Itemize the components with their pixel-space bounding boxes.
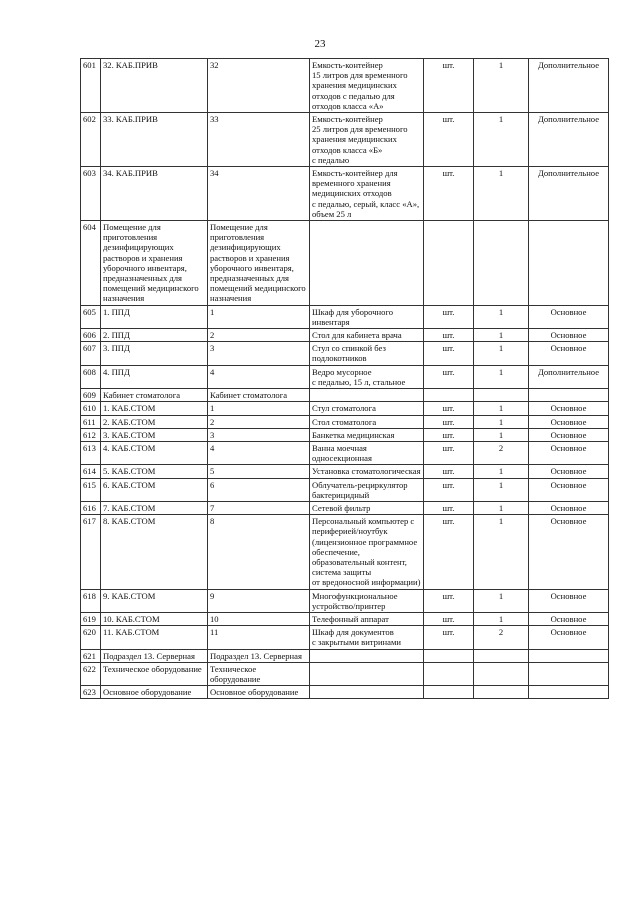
item-code-cell: 9. КАБ.СТОМ bbox=[101, 589, 208, 612]
equipment-type-cell: Основное bbox=[529, 612, 609, 625]
equipment-name-cell bbox=[310, 662, 424, 685]
quantity-cell: 1 bbox=[474, 365, 529, 388]
equipment-type-cell: Основное bbox=[529, 501, 609, 514]
item-code-cell: 2. КАБ.СТОМ bbox=[101, 415, 208, 428]
quantity-cell: 1 bbox=[474, 612, 529, 625]
equipment-table bbox=[80, 58, 609, 699]
room-ref-cell: 3 bbox=[208, 342, 310, 365]
row-number-cell: 623 bbox=[81, 686, 101, 699]
row-number-cell: 620 bbox=[81, 626, 101, 649]
quantity-cell: 1 bbox=[474, 167, 529, 221]
table-row bbox=[81, 465, 609, 478]
row-number-cell: 618 bbox=[81, 589, 101, 612]
page-number: 23 bbox=[314, 38, 326, 50]
equipment-type-cell bbox=[529, 649, 609, 662]
room-ref-cell: 5 bbox=[208, 465, 310, 478]
equipment-name-cell: Ведро мусорное с педалью, 15 л, стальное bbox=[310, 365, 424, 388]
room-ref-cell: Основное оборудование bbox=[208, 686, 310, 699]
unit-cell: шт. bbox=[424, 59, 474, 113]
table-row bbox=[81, 501, 609, 514]
quantity-cell: 1 bbox=[474, 329, 529, 342]
item-code-cell: Основное оборудование bbox=[101, 686, 208, 699]
table-row bbox=[81, 305, 609, 328]
table-row bbox=[81, 329, 609, 342]
item-code-cell: 3. КАБ.СТОМ bbox=[101, 428, 208, 441]
table-row bbox=[81, 59, 609, 113]
equipment-type-cell: Основное bbox=[529, 589, 609, 612]
quantity-cell: 1 bbox=[474, 415, 529, 428]
equipment-type-cell: Основное bbox=[529, 441, 609, 464]
equipment-type-cell: Дополнительное bbox=[529, 167, 609, 221]
equipment-name-cell: Ванна моечная односекционная bbox=[310, 441, 424, 464]
room-ref-cell: 2 bbox=[208, 329, 310, 342]
table-row bbox=[81, 612, 609, 625]
equipment-type-cell bbox=[529, 221, 609, 306]
room-ref-cell: 1 bbox=[208, 402, 310, 415]
row-number-cell: 622 bbox=[81, 662, 101, 685]
quantity-cell: 1 bbox=[474, 515, 529, 589]
table-row bbox=[81, 589, 609, 612]
room-ref-cell: Подраздел 13. Серверная bbox=[208, 649, 310, 662]
equipment-type-cell: Дополнительное bbox=[529, 59, 609, 113]
unit-cell bbox=[424, 686, 474, 699]
row-number-cell: 611 bbox=[81, 415, 101, 428]
row-number-cell: 601 bbox=[81, 59, 101, 113]
table-row bbox=[81, 113, 609, 167]
unit-cell: шт. bbox=[424, 428, 474, 441]
quantity-cell: 1 bbox=[474, 342, 529, 365]
table-row bbox=[81, 167, 609, 221]
unit-cell bbox=[424, 389, 474, 402]
equipment-type-cell: Основное bbox=[529, 515, 609, 589]
unit-cell: шт. bbox=[424, 365, 474, 388]
quantity-cell: 1 bbox=[474, 402, 529, 415]
room-ref-cell: 4 bbox=[208, 441, 310, 464]
item-code-cell: 11. КАБ.СТОМ bbox=[101, 626, 208, 649]
item-code-cell: 1. КАБ.СТОМ bbox=[101, 402, 208, 415]
equipment-type-cell bbox=[529, 686, 609, 699]
row-number-cell: 615 bbox=[81, 478, 101, 501]
row-number-cell: 605 bbox=[81, 305, 101, 328]
room-ref-cell: Кабинет стоматолога bbox=[208, 389, 310, 402]
room-ref-cell: 33 bbox=[208, 113, 310, 167]
row-number-cell: 613 bbox=[81, 441, 101, 464]
equipment-type-cell: Основное bbox=[529, 415, 609, 428]
quantity-cell bbox=[474, 389, 529, 402]
equipment-name-cell: Банкетка медицинская bbox=[310, 428, 424, 441]
item-code-cell: 33. КАБ.ПРИВ bbox=[101, 113, 208, 167]
equipment-name-cell: Стол для кабинета врача bbox=[310, 329, 424, 342]
equipment-name-cell bbox=[310, 389, 424, 402]
equipment-name-cell bbox=[310, 221, 424, 306]
unit-cell: шт. bbox=[424, 465, 474, 478]
row-number-cell: 607 bbox=[81, 342, 101, 365]
item-code-cell: 7. КАБ.СТОМ bbox=[101, 501, 208, 514]
quantity-cell: 1 bbox=[474, 501, 529, 514]
item-code-cell: 4. КАБ.СТОМ bbox=[101, 441, 208, 464]
equipment-name-cell: Шкаф для документов с закрытыми витринами bbox=[310, 626, 424, 649]
table-row bbox=[81, 515, 609, 589]
table-row bbox=[81, 662, 609, 685]
equipment-type-cell: Основное bbox=[529, 478, 609, 501]
equipment-name-cell: Емкость-контейнер 25 литров для временного хранения медицинских отходов класса «Б» с педалью bbox=[310, 113, 424, 167]
unit-cell: шт. bbox=[424, 305, 474, 328]
room-ref-cell: 6 bbox=[208, 478, 310, 501]
item-code-cell: 32. КАБ.ПРИВ bbox=[101, 59, 208, 113]
table-row bbox=[81, 221, 609, 306]
equipment-name-cell bbox=[310, 649, 424, 662]
room-ref-cell: 3 bbox=[208, 428, 310, 441]
unit-cell: шт. bbox=[424, 441, 474, 464]
equipment-name-cell: Телефонный аппарат bbox=[310, 612, 424, 625]
equipment-name-cell: Установка стоматологическая bbox=[310, 465, 424, 478]
row-number-cell: 619 bbox=[81, 612, 101, 625]
item-code-cell: 8. КАБ.СТОМ bbox=[101, 515, 208, 589]
equipment-name-cell bbox=[310, 686, 424, 699]
unit-cell: шт. bbox=[424, 113, 474, 167]
room-ref-cell: 9 bbox=[208, 589, 310, 612]
quantity-cell bbox=[474, 662, 529, 685]
quantity-cell: 1 bbox=[474, 113, 529, 167]
table-row bbox=[81, 428, 609, 441]
item-code-cell: 1. ППД bbox=[101, 305, 208, 328]
table-row bbox=[81, 342, 609, 365]
item-code-cell: 34. КАБ.ПРИВ bbox=[101, 167, 208, 221]
table-row bbox=[81, 649, 609, 662]
unit-cell: шт. bbox=[424, 589, 474, 612]
equipment-name-cell: Стол стоматолога bbox=[310, 415, 424, 428]
equipment-type-cell: Основное bbox=[529, 402, 609, 415]
row-number-cell: 609 bbox=[81, 389, 101, 402]
row-number-cell: 602 bbox=[81, 113, 101, 167]
room-ref-cell: 11 bbox=[208, 626, 310, 649]
equipment-type-cell: Дополнительное bbox=[529, 365, 609, 388]
unit-cell: шт. bbox=[424, 402, 474, 415]
equipment-name-cell: Емкость-контейнер для временного хранения медицинских отходов с педалью, серый, класс «А», объем 25 л bbox=[310, 167, 424, 221]
table-row bbox=[81, 441, 609, 464]
item-code-cell: Техническое оборудование bbox=[101, 662, 208, 685]
quantity-cell: 1 bbox=[474, 305, 529, 328]
unit-cell bbox=[424, 649, 474, 662]
unit-cell: шт. bbox=[424, 329, 474, 342]
equipment-name-cell: Шкаф для уборочного инвентаря bbox=[310, 305, 424, 328]
row-number-cell: 606 bbox=[81, 329, 101, 342]
equipment-type-cell: Основное bbox=[529, 626, 609, 649]
quantity-cell: 2 bbox=[474, 441, 529, 464]
equipment-type-cell: Дополнительное bbox=[529, 113, 609, 167]
quantity-cell bbox=[474, 649, 529, 662]
table-row bbox=[81, 415, 609, 428]
equipment-name-cell: Стул со спинкой без подлокотников bbox=[310, 342, 424, 365]
room-ref-cell: 4 bbox=[208, 365, 310, 388]
unit-cell: шт. bbox=[424, 342, 474, 365]
room-ref-cell: 32 bbox=[208, 59, 310, 113]
quantity-cell: 1 bbox=[474, 478, 529, 501]
unit-cell: шт. bbox=[424, 478, 474, 501]
item-code-cell: Кабинет стоматолога bbox=[101, 389, 208, 402]
item-code-cell: 6. КАБ.СТОМ bbox=[101, 478, 208, 501]
item-code-cell: 5. КАБ.СТОМ bbox=[101, 465, 208, 478]
quantity-cell bbox=[474, 221, 529, 306]
equipment-name-cell: Сетевой фильтр bbox=[310, 501, 424, 514]
table-row bbox=[81, 478, 609, 501]
unit-cell bbox=[424, 662, 474, 685]
row-number-cell: 612 bbox=[81, 428, 101, 441]
unit-cell: шт. bbox=[424, 501, 474, 514]
item-code-cell: 3. ППД bbox=[101, 342, 208, 365]
quantity-cell: 1 bbox=[474, 428, 529, 441]
item-code-cell: 4. ППД bbox=[101, 365, 208, 388]
equipment-type-cell: Основное bbox=[529, 428, 609, 441]
quantity-cell: 2 bbox=[474, 626, 529, 649]
equipment-type-cell bbox=[529, 662, 609, 685]
unit-cell bbox=[424, 221, 474, 306]
room-ref-cell: 1 bbox=[208, 305, 310, 328]
room-ref-cell: 34 bbox=[208, 167, 310, 221]
quantity-cell: 1 bbox=[474, 589, 529, 612]
equipment-name-cell: Многофункциональное устройство/принтер bbox=[310, 589, 424, 612]
room-ref-cell: 2 bbox=[208, 415, 310, 428]
equipment-name-cell: Персональный компьютер с периферией/ноутбук (лицензионное программное обеспечение, образовательный контент, система защиты от вредоносной информации) bbox=[310, 515, 424, 589]
row-number-cell: 614 bbox=[81, 465, 101, 478]
equipment-type-cell: Основное bbox=[529, 329, 609, 342]
row-number-cell: 616 bbox=[81, 501, 101, 514]
row-number-cell: 604 bbox=[81, 221, 101, 306]
item-code-cell: Подраздел 13. Серверная bbox=[101, 649, 208, 662]
equipment-name-cell: Облучатель-рециркулятор бактерицидный bbox=[310, 478, 424, 501]
item-code-cell: Помещение для приготовления дезинфицирующих растворов и хранения уборочного инвентаря, предназначенных для помещений медицинского назначения bbox=[101, 221, 208, 306]
room-ref-cell: Техническое оборудование bbox=[208, 662, 310, 685]
room-ref-cell: 10 bbox=[208, 612, 310, 625]
row-number-cell: 621 bbox=[81, 649, 101, 662]
table-row bbox=[81, 402, 609, 415]
room-ref-cell: Помещение для приготовления дезинфицирующих растворов и хранения уборочного инвентаря, предназначенных для помещений медицинского назначения bbox=[208, 221, 310, 306]
equipment-type-cell: Основное bbox=[529, 465, 609, 478]
row-number-cell: 603 bbox=[81, 167, 101, 221]
item-code-cell: 10. КАБ.СТОМ bbox=[101, 612, 208, 625]
equipment-type-cell: Основное bbox=[529, 342, 609, 365]
row-number-cell: 610 bbox=[81, 402, 101, 415]
unit-cell: шт. bbox=[424, 167, 474, 221]
quantity-cell: 1 bbox=[474, 59, 529, 113]
equipment-name-cell: Емкость-контейнер 15 литров для временного хранения медицинских отходов с педалью для отходов класса «А» bbox=[310, 59, 424, 113]
table-row bbox=[81, 389, 609, 402]
table-row bbox=[81, 686, 609, 699]
equipment-type-cell bbox=[529, 389, 609, 402]
row-number-cell: 608 bbox=[81, 365, 101, 388]
room-ref-cell: 8 bbox=[208, 515, 310, 589]
unit-cell: шт. bbox=[424, 415, 474, 428]
table-row bbox=[81, 626, 609, 649]
quantity-cell bbox=[474, 686, 529, 699]
row-number-cell: 617 bbox=[81, 515, 101, 589]
equipment-type-cell: Основное bbox=[529, 305, 609, 328]
quantity-cell: 1 bbox=[474, 465, 529, 478]
unit-cell: шт. bbox=[424, 626, 474, 649]
unit-cell: шт. bbox=[424, 515, 474, 589]
room-ref-cell: 7 bbox=[208, 501, 310, 514]
unit-cell: шт. bbox=[424, 612, 474, 625]
equipment-name-cell: Стул стоматолога bbox=[310, 402, 424, 415]
item-code-cell: 2. ППД bbox=[101, 329, 208, 342]
table-row bbox=[81, 365, 609, 388]
